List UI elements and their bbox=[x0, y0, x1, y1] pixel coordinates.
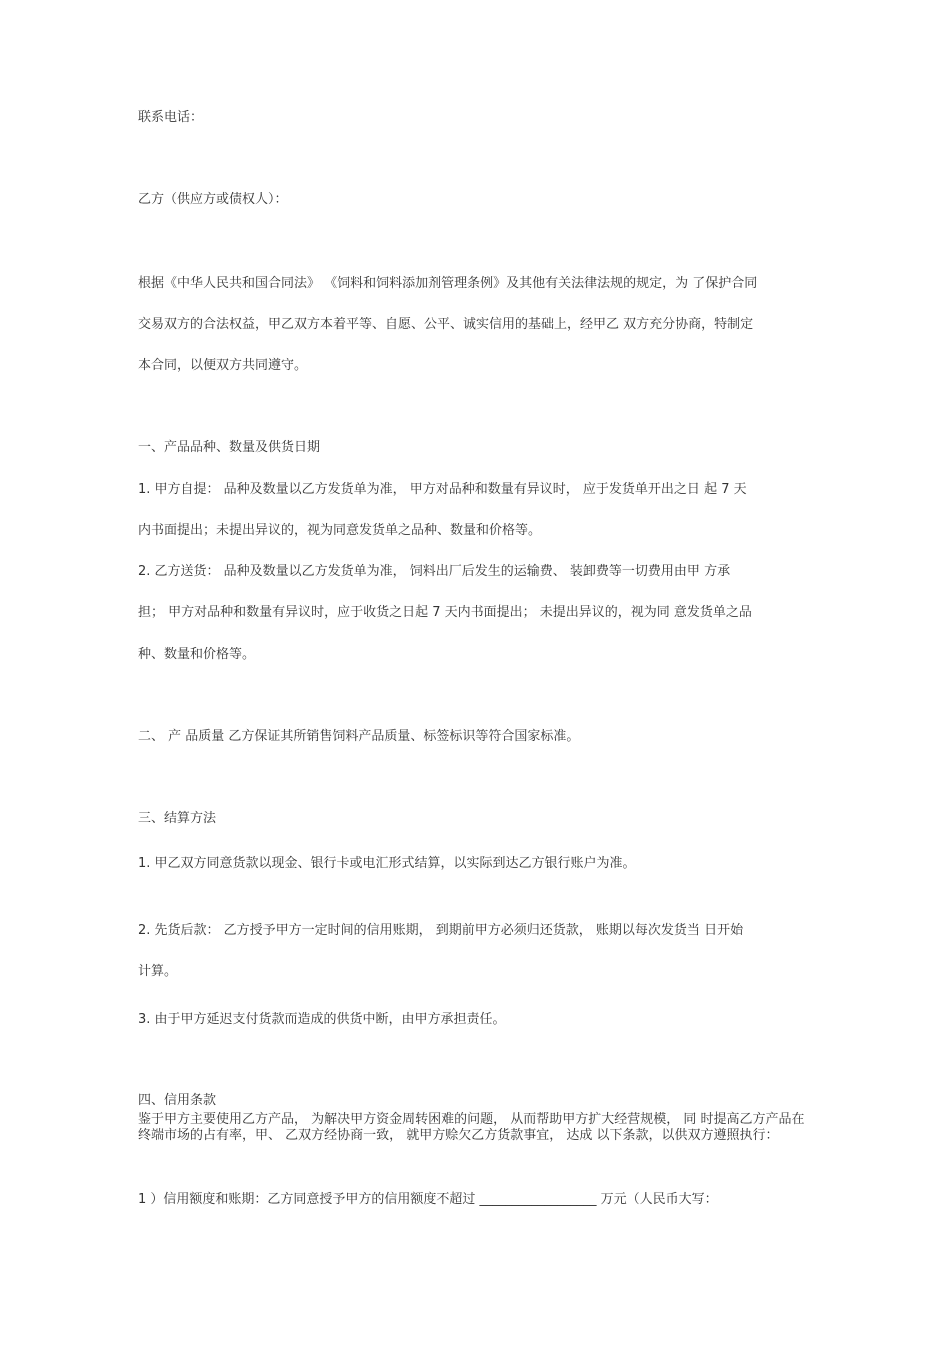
section3-title: 三、结算方法 bbox=[138, 811, 217, 826]
section3-item2-line-1: 2. 先货后款： 乙方授予甲方一定时间的信用账期， 到期前甲方必须归还货款， 账期以每次发货当 日开始 bbox=[138, 923, 744, 938]
section3-item1: 1. 甲乙双方同意货款以现金、银行卡或电汇形式结算，以实际到达乙方银行账户为准。 bbox=[138, 856, 636, 871]
intro-line-1: 根据《中华人民共和国合同法》 《饲料和饲料添加剂管理条例》及其他有关法律法规的规定，为 了保护合同 bbox=[138, 276, 758, 291]
section4-title: 四、信用条款 bbox=[138, 1093, 217, 1108]
section1-item1-line-1: 1. 甲方自提： 品种及数量以乙方发货单为准， 甲方对品种和数量有异议时， 应于发货单开出之日 起 7 天 bbox=[138, 482, 747, 497]
contact-phone-label: 联系电话： bbox=[138, 110, 204, 125]
intro-line-2: 交易双方的合法权益，甲乙双方本着平等、自愿、公平、诚实信用的基础上，经甲乙 双方充分协商，特制定 bbox=[138, 317, 754, 332]
intro-line-3: 本合同，以便双方共同遵守。 bbox=[138, 358, 308, 373]
section4-body: 鉴于甲方主要使用乙方产品， 为解决甲方资金周转困难的问题， 从而帮助甲方扩大经营规模， 同 时提高乙方产品在终端市场的占有率，甲、 乙双方经协商一致， 就甲方赊欠乙方货款事宜， 达成 以下条款，以供双方遵照执行： bbox=[138, 1112, 805, 1143]
section4-item1: 1 ）信用额度和账期：乙方同意授予甲方的信用额度不超过 __________________ 万元（人民币大写： bbox=[138, 1192, 718, 1207]
section1-item1-line-2: 内书面提出；未提出异议的，视为同意发货单之品种、数量和价格等。 bbox=[138, 523, 542, 538]
section1-title: 一、产品品种、数量及供货日期 bbox=[138, 440, 321, 455]
section2-text: 二、 产 品质量 乙方保证其所销售饲料产品质量、标签标识等符合国家标准。 bbox=[138, 729, 580, 744]
section1-item2-line-1: 2. 乙方送货： 品种及数量以乙方发货单为准， 饲料出厂后发生的运输费、 装卸费等一切费用由甲 方承 bbox=[138, 564, 731, 579]
section1-item2-line-2: 担； 甲方对品种和数量有异议时，应于收货之日起 7 天内书面提出； 未提出异议的，视为同 意发货单之品 bbox=[138, 605, 752, 620]
section3-item2-line-2: 计算。 bbox=[138, 964, 178, 979]
party-b-label: 乙方（供应方或债权人）： bbox=[138, 192, 288, 207]
section3-item3: 3. 由于甲方延迟支付货款而造成的供货中断，由甲方承担责任。 bbox=[138, 1012, 506, 1027]
section1-item2-line-3: 种、数量和价格等。 bbox=[138, 647, 256, 662]
